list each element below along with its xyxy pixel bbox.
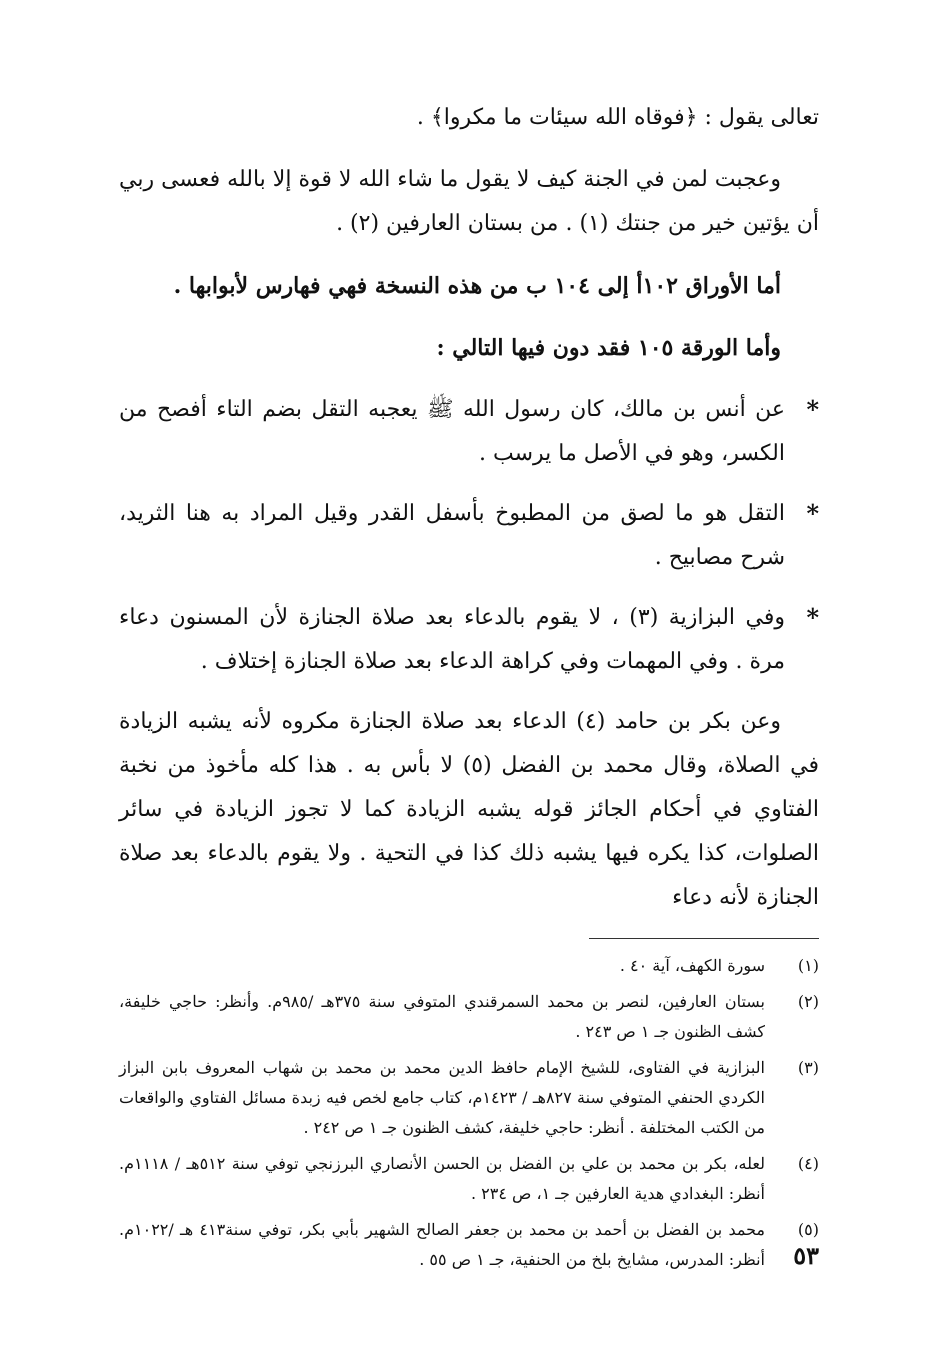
bullet-text: التقل هو ما لصق من المطبوخ بأسفل القدر وقيل المراد به هنا الثريد، شرح مصابيح . (119, 501, 785, 570)
paragraph-leaves-index: أما الأوراق ١٠٢أ إلى ١٠٤ ب من هذه النسخة فهي فهارس لأبوابها . (173, 273, 781, 299)
bullet-item-1 (119, 388, 819, 476)
footnote-number: (٣) (797, 1058, 819, 1077)
footnote-number: (١) (797, 956, 819, 975)
paragraph-garden: وعجبت لمن في الجنة كيف لا يقول ما شاء الله لا قوة إلا بالله فعسى ربي أن يؤتين خير من جنتك (١) . من بستان العارفين (٢) . (119, 167, 819, 236)
footnote-2 (119, 987, 819, 1047)
footnote-5 (119, 1215, 819, 1275)
bullet-star-icon: * (806, 603, 819, 632)
paragraph-verse: تعالى يقول : ﴿فوقاه الله سيئات ما مكروا﴾ . (416, 105, 819, 130)
footnote-separator (589, 938, 819, 939)
footnote-text: لعله، بكر بن محمد بن علي بن الفضل بن الحسن الأنصاري البرزنجي توفي سنة ٥١٢هـ / ١١١٨م. أنظر: البغدادي هدية العارفين جـ ١، ص ٢٣٤ . (119, 1154, 766, 1203)
footnote-number: (٤) (797, 1154, 819, 1173)
footnote-text: سورة الكهف، آية ٤٠ . (619, 956, 765, 975)
bullet-text: عن أنس بن مالك، كان رسول الله ﷺ يعجبه التقل بضم التاء أفصح من الكسر، وهو في الأصل ما يرسب . (119, 397, 785, 466)
main-text (119, 96, 819, 920)
footnotes (119, 951, 819, 1275)
footnote-1 (119, 951, 819, 981)
paragraph-leaf-105: وأما الورقة ١٠٥ فقد دون فيها التالي : (436, 335, 781, 361)
footnote-4 (119, 1149, 819, 1209)
footnote-text: البزازية في الفتاوى، للشيخ الإمام حافظ الدين محمد بن محمد بن شهاب المعروف بابن البزاز الكردي الحنفي المتوفي سنة ٨٢٧هـ / ١٤٢٣م، كتاب جامع لخص فيه زبدة مسائل الفتاوي والواقعات من الكتب المختلفة . أنظر: حاجي خليفة، كشف الظنون جـ ١ ص ٢٤٢ . (119, 1058, 765, 1137)
page-number: ٥٣ (793, 1241, 819, 1270)
bullet-item-3 (119, 596, 819, 684)
footnote-number: (٥) (797, 1220, 819, 1239)
footnote-3 (119, 1053, 819, 1143)
bullet-item-2 (119, 492, 819, 580)
bullet-text: وفي البزازية (٣) ، لا يقوم بالدعاء بعد صلاة الجنازة لأن المسنون دعاء مرة . وفي المهمات وفي كراهة الدعاء بعد صلاة الجنازة إختلاف . (119, 605, 785, 674)
footnote-text: محمد بن الفضل بن أحمد بن محمد بن جعفر الصالح الشهير بأبي بكر، توفي سنة٤١٣ هـ /١٠٢٢م. أنظر: المدرس، مشايخ بلخ من الحنفية، جـ ١ ص ٥٥ . (119, 1220, 766, 1269)
document-page (119, 96, 819, 1336)
footnote-text: بستان العارفين، لنصر بن محمد السمرقندي المتوفي سنة ٣٧٥هـ /٩٨٥م. وأنظر: حاجي خليفة، كشف الظنون جـ ١ ص ٢٤٣ . (119, 992, 766, 1041)
bullet-star-icon: * (806, 395, 819, 424)
paragraph-bakr: وعن بكر بن حامد (٤) الدعاء بعد صلاة الجنازة مكروه لأنه يشبه الزيادة في الصلاة، وقال محمد بن الفضل (٥) لا بأس به . هذا كله مأخوذ من نخبة الفتاوي في أحكام الجائز قوله يشبه الزيادة كما لا تجوز الزيادة في سائر الصلوات، كذا يكره فيها يشبه ذلك كذا في التحية . ولا يقوم بالدعاء بعد صلاة الجنازة لأنه دعاء (119, 709, 819, 910)
footnote-number: (٢) (797, 992, 819, 1011)
bullet-star-icon: * (806, 499, 819, 528)
